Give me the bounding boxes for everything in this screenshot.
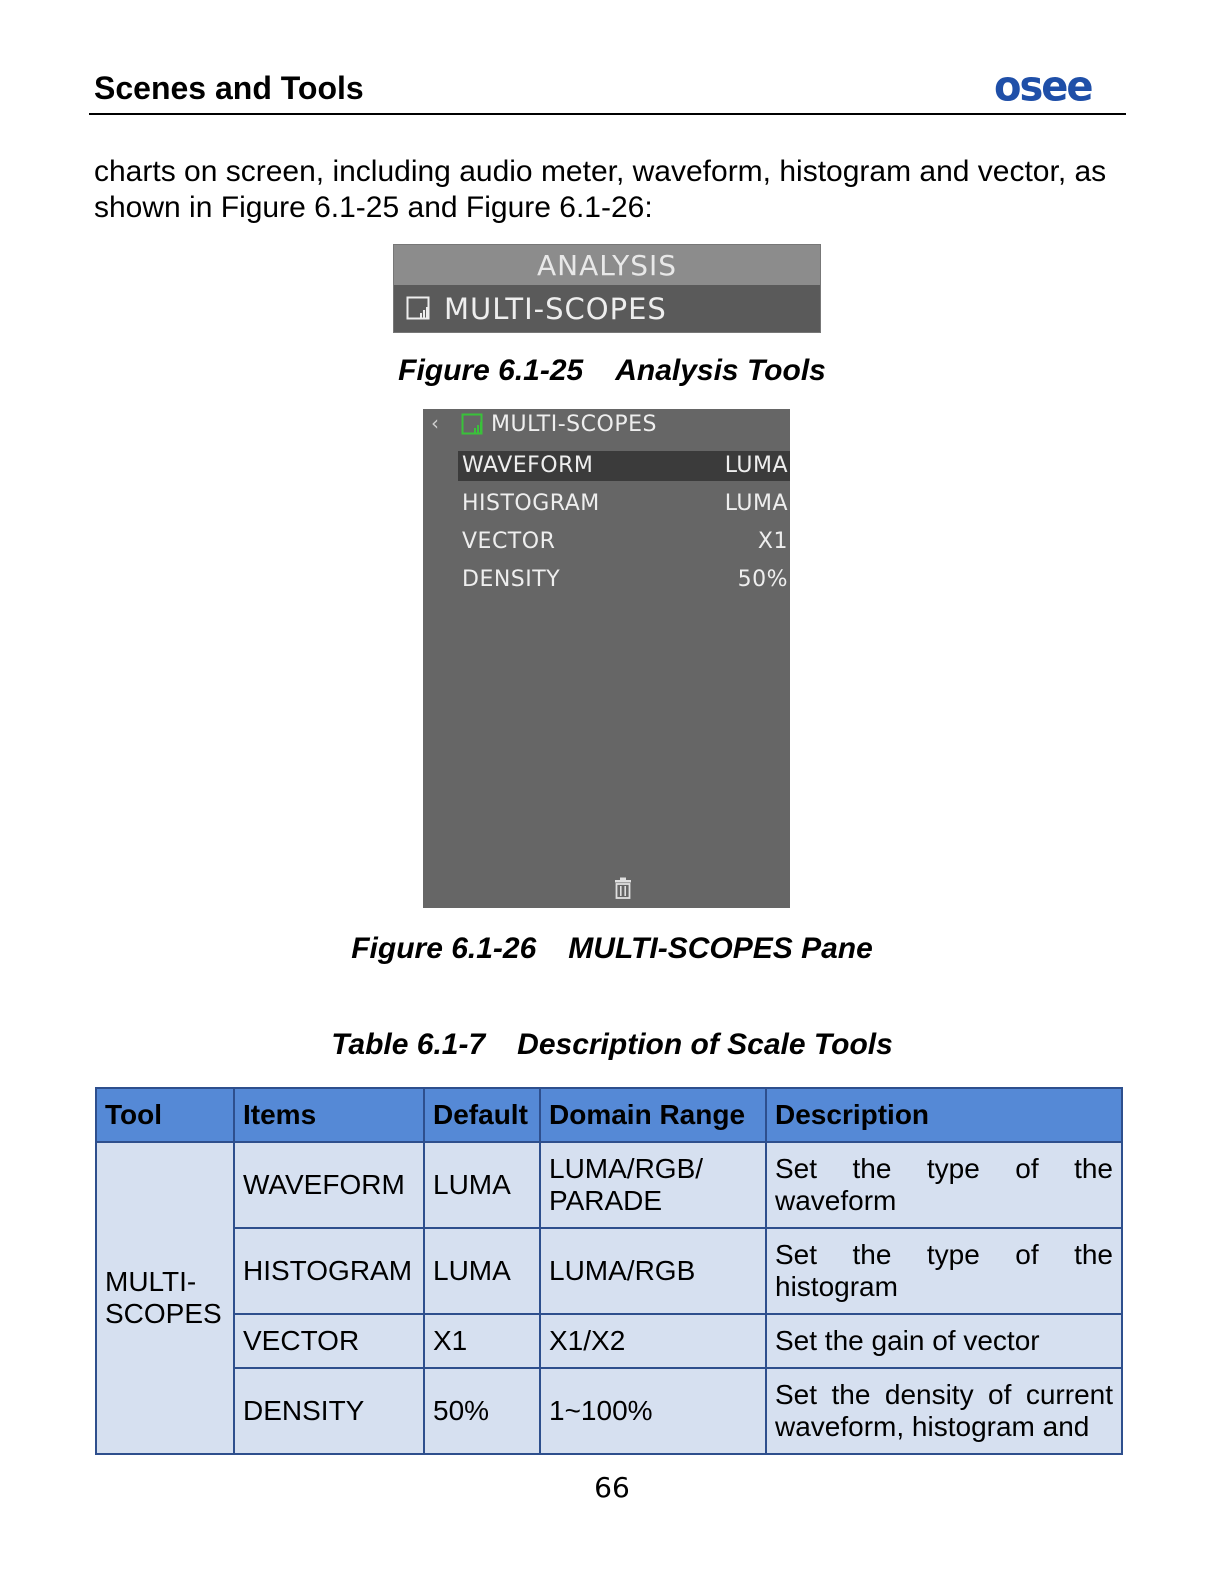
density-label: DENSITY	[462, 567, 561, 592]
header-title: Scenes and Tools	[94, 70, 364, 106]
figure2-caption-text: MULTI-SCOPES Pane	[568, 932, 873, 965]
table-caption	[0, 1028, 1224, 1062]
tool-cell: MULTI-SCOPES	[96, 1142, 234, 1454]
histogram-value: LUMA	[724, 491, 788, 516]
scale-tools-table	[95, 1087, 1123, 1455]
figure2-caption-number: Figure 6.1-26	[351, 932, 537, 965]
default-cell: X1	[424, 1314, 540, 1368]
page-number: 66	[594, 1471, 630, 1504]
table-caption-number: Table 6.1-7	[331, 1028, 486, 1061]
vector-label: VECTOR	[462, 529, 556, 554]
header-domain-range: Domain Range	[540, 1088, 766, 1142]
range-cell: X1/X2	[540, 1314, 766, 1368]
multi-scopes-label: MULTI-SCOPES	[444, 291, 667, 326]
density-value: 50%	[737, 567, 788, 592]
analysis-title: ANALYSIS	[394, 245, 820, 285]
pane-header	[423, 409, 790, 443]
analysis-tools-panel	[393, 244, 821, 333]
figure1-caption-text: Analysis Tools	[615, 354, 826, 387]
intro-paragraph: charts on screen, including audio meter, waveform, histogram and vector, as shown in Figure 6.1-25 and Figure 6.1-26:	[94, 155, 1107, 224]
default-cell: 50%	[424, 1368, 540, 1454]
description-cell: Set the gain of vector	[766, 1314, 1122, 1368]
vector-row[interactable]	[458, 527, 790, 557]
range-cell: LUMA/RGB	[540, 1228, 766, 1314]
item-cell: WAVEFORM	[234, 1142, 424, 1228]
histogram-label: HISTOGRAM	[462, 491, 600, 516]
item-cell: VECTOR	[234, 1314, 424, 1368]
figure1-caption	[0, 354, 1224, 388]
header-items: Items	[234, 1088, 424, 1142]
table-row	[96, 1228, 1122, 1314]
multi-scopes-menu-item[interactable]	[394, 285, 820, 332]
item-cell: DENSITY	[234, 1368, 424, 1454]
pane-title: MULTI-SCOPES	[491, 412, 657, 437]
multi-scopes-icon	[406, 296, 432, 322]
table-row	[96, 1368, 1122, 1454]
header-tool: Tool	[96, 1088, 234, 1142]
header-divider	[89, 113, 1126, 115]
description-cell: Set the type of the histogram	[766, 1228, 1122, 1314]
range-cell: LUMA/RGB/ PARADE	[540, 1142, 766, 1228]
density-row[interactable]	[458, 565, 790, 595]
table-header-row	[96, 1088, 1122, 1142]
table-row	[96, 1314, 1122, 1368]
header-description: Description	[766, 1088, 1122, 1142]
histogram-row[interactable]	[458, 489, 790, 519]
multi-scopes-pane	[423, 409, 790, 908]
description-cell: Set the type of the waveform	[766, 1142, 1122, 1228]
back-arrow-icon[interactable]: ‹	[431, 411, 439, 435]
figure1-caption-number: Figure 6.1-25	[398, 354, 584, 387]
waveform-label: WAVEFORM	[462, 453, 594, 478]
header-default: Default	[424, 1088, 540, 1142]
vector-value: X1	[757, 529, 788, 554]
default-cell: LUMA	[424, 1228, 540, 1314]
table-caption-text: Description of Scale Tools	[517, 1028, 893, 1061]
waveform-value: LUMA	[724, 453, 788, 478]
description-cell: Set the density of current waveform, histogram and	[766, 1368, 1122, 1454]
osee-logo: osee	[994, 62, 1092, 112]
waveform-row[interactable]	[458, 451, 790, 481]
item-cell: HISTOGRAM	[234, 1228, 424, 1314]
table-row	[96, 1142, 1122, 1228]
trash-icon[interactable]	[613, 877, 633, 899]
figure2-caption	[0, 932, 1224, 966]
default-cell: LUMA	[424, 1142, 540, 1228]
multi-scopes-icon	[461, 413, 485, 437]
range-cell: 1~100%	[540, 1368, 766, 1454]
